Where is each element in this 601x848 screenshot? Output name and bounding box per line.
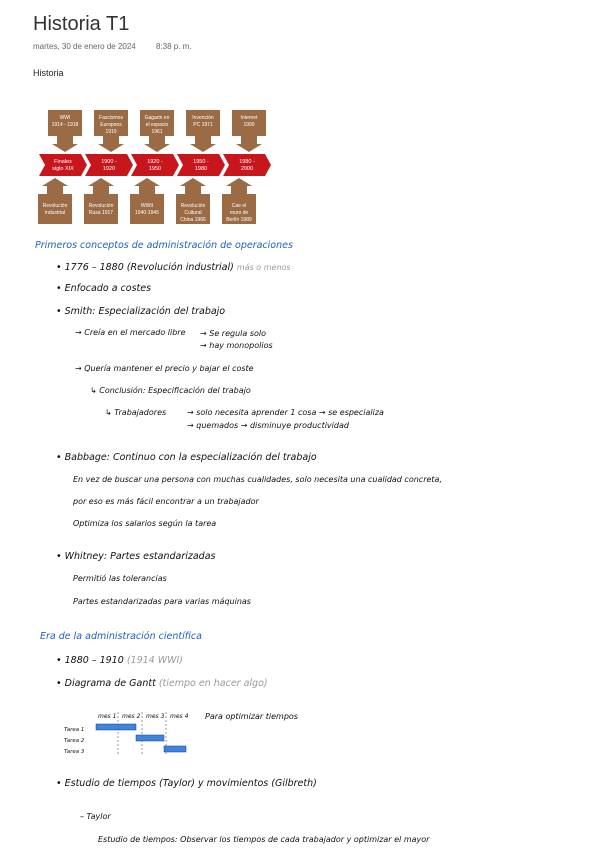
bullet-aside: más o menos — [236, 263, 291, 272]
bullet-costes: • Enfocado a costes — [56, 283, 152, 294]
timeline-label: 1900 - — [101, 159, 117, 165]
timeline-label: muro de — [229, 210, 249, 216]
timeline-label: 2000 — [240, 166, 254, 172]
gantt-bar — [96, 724, 136, 730]
timeline-label: Revolución — [42, 203, 68, 209]
trabajadores-quemados: → quemados → disminuye productividad — [187, 421, 349, 430]
timeline-label: siglo XIX — [52, 166, 74, 172]
timeline-up-arrow — [226, 178, 252, 194]
timeline-down-arrow — [236, 136, 262, 152]
page-time: 8:38 p. m. — [155, 42, 192, 51]
babbage-line-1: En vez de buscar una persona con muchas cualidades, solo necesita una cualidad concreta, — [73, 475, 442, 484]
taylor-label: – Taylor — [80, 812, 111, 821]
bullet-text: 1776 – 1880 (Revolución industrial) — [64, 262, 234, 273]
timeline-bottom-box — [84, 194, 118, 224]
page-metadata — [33, 42, 210, 51]
timeline-label: 1940-1945 — [135, 210, 159, 216]
smith-trabajadores: ↳ Trabajadores — [105, 408, 167, 417]
heading-primeros-conceptos: Primeros conceptos de administración de operaciones — [35, 240, 293, 251]
bullet-aside: (1914 WWI) — [126, 655, 184, 666]
timeline-label: 1980 - — [239, 159, 255, 165]
smith-monopolios: → hay monopolios — [200, 341, 273, 350]
bullet-text: Babbage: Continuo con la especialización del trabajo — [64, 452, 317, 463]
timeline-down-arrow — [52, 136, 78, 152]
timeline-label: WWI — [59, 115, 71, 121]
timeline-down-arrow — [144, 136, 170, 152]
timeline-label: 1919 — [105, 129, 117, 135]
timeline-up-arrow — [42, 178, 68, 194]
timeline-label: el espacio — [145, 122, 169, 128]
timeline-label: industrial — [44, 210, 66, 216]
smith-mercado-libre: → Creía en el mercado libre — [75, 328, 186, 337]
timeline-period-arrow — [39, 154, 87, 176]
timeline-period-arrow — [131, 154, 179, 176]
timeline-label: 1920 - — [147, 159, 163, 165]
bullet-text: Smith: Especialización del trabajo — [64, 306, 226, 317]
timeline-up-arrow — [180, 178, 206, 194]
timeline-label: 1950 — [148, 166, 162, 172]
gantt-bar — [136, 735, 164, 741]
bullet-text: Estudio de tiempos (Taylor) y movimientos (Gilbreth) — [64, 778, 317, 789]
timeline-label: 1980 — [194, 166, 208, 172]
smith-se-regula: → Se regula solo — [200, 329, 266, 338]
bullet-revolucion-industrial: • 1776 – 1880 (Revolución industrial) más o menos — [56, 262, 291, 273]
smith-precio: → Quería mantener el precio y bajar el coste — [75, 364, 254, 373]
gantt-task-label: Tarea 2 — [64, 738, 85, 744]
timeline-period-arrow — [177, 154, 225, 176]
bullet-aside: (tiempo en hacer algo) — [158, 678, 268, 689]
bullet-gantt: • Diagrama de Gantt (tiempo en hacer algo) — [56, 678, 268, 689]
timeline-bottom-box — [38, 194, 72, 224]
gantt-month-label: mes 4 — [170, 713, 189, 720]
timeline-label: 1990 — [243, 122, 255, 128]
timeline-label: Invención — [192, 115, 214, 121]
smith-conclusion: ↳ Conclusión: Especificación del trabajo — [90, 386, 251, 395]
timeline-label: 1920 — [102, 166, 116, 172]
timeline-label: Finales — [54, 159, 72, 165]
taylor-estudio: Estudio de tiempos: Observar los tiempos de cada trabajador y optimizar el mayor — [98, 835, 430, 844]
timeline-label: Internet — [240, 115, 258, 121]
gantt-month-label: mes 2 — [122, 713, 141, 720]
timeline-label: Berlín 1989 — [226, 217, 252, 223]
timeline-label: 1950 - — [193, 159, 209, 165]
bullet-smith: • Smith: Especialización del trabajo — [56, 306, 226, 317]
trabajadores-especializa: → solo necesita aprender 1 cosa → se especializa — [187, 408, 384, 417]
bullet-text: Enfocado a costes — [64, 283, 152, 294]
timeline-label: Revolución — [88, 203, 114, 209]
timeline-image — [33, 110, 278, 232]
timeline-up-arrow — [134, 178, 160, 194]
gantt-bar — [164, 746, 186, 752]
gantt-task-label: Tarea 1 — [64, 727, 85, 733]
timeline-period-arrow — [223, 154, 271, 176]
whitney-line-2: Partes estandarizadas para varias máquinas — [73, 597, 251, 606]
timeline-down-arrow — [190, 136, 216, 152]
bullet-babbage: • Babbage: Continuo con la especialización del trabajo — [56, 452, 317, 463]
timeline-label: China 1966 — [180, 217, 206, 223]
bullet-1880-1910: • 1880 – 1910 (1914 WWI) — [56, 655, 184, 666]
section-label: Historia — [33, 68, 64, 78]
bullet-text: Diagrama de Gantt — [64, 678, 156, 689]
timeline-label: Cultural — [184, 210, 202, 216]
timeline-label: Cae el — [231, 203, 247, 209]
timeline-bottom-box — [130, 194, 164, 224]
timeline-label: 1961 — [151, 129, 163, 135]
timeline-label: 1914 - 1918 — [51, 122, 79, 128]
gantt-month-label: mes 1 — [98, 713, 117, 720]
page-title: Historia T1 — [33, 13, 130, 35]
timeline-label: WWII — [140, 203, 154, 209]
timeline-down-arrow — [98, 136, 124, 152]
gantt-month-label: mes 3 — [146, 713, 165, 720]
bullet-text: 1880 – 1910 — [64, 655, 124, 666]
timeline-up-arrow — [88, 178, 114, 194]
bullet-text: Whitney: Partes estandarizadas — [64, 551, 216, 562]
babbage-line-3: Optimiza los salarios según la tarea — [73, 519, 217, 528]
gantt-task-label: Tarea 3 — [64, 749, 85, 755]
whitney-line-1: Permitió las tolerancias — [73, 574, 167, 583]
timeline-label: Rusa 1917 — [88, 210, 114, 216]
bullet-whitney: • Whitney: Partes estandarizadas — [56, 551, 216, 562]
gantt-side-note: Para optimizar tiempos — [205, 712, 298, 721]
timeline-label: Gagarin en — [144, 115, 170, 121]
timeline-label: PC 1971 — [193, 122, 213, 128]
page-date: martes, 30 de enero de 2024 — [33, 42, 136, 51]
timeline-label: Europeos — [100, 122, 122, 128]
timeline-label: Revolución — [180, 203, 206, 209]
timeline-label: Fascismos — [99, 115, 123, 121]
bullet-estudio-tiempos: • Estudio de tiempos (Taylor) y movimientos (Gilbreth) — [56, 778, 317, 789]
babbage-line-2: por eso es más fácil encontrar a un trabajador — [73, 497, 259, 506]
heading-era-cientifica: Era de la administración científica — [40, 631, 202, 642]
timeline-period-arrow — [85, 154, 133, 176]
